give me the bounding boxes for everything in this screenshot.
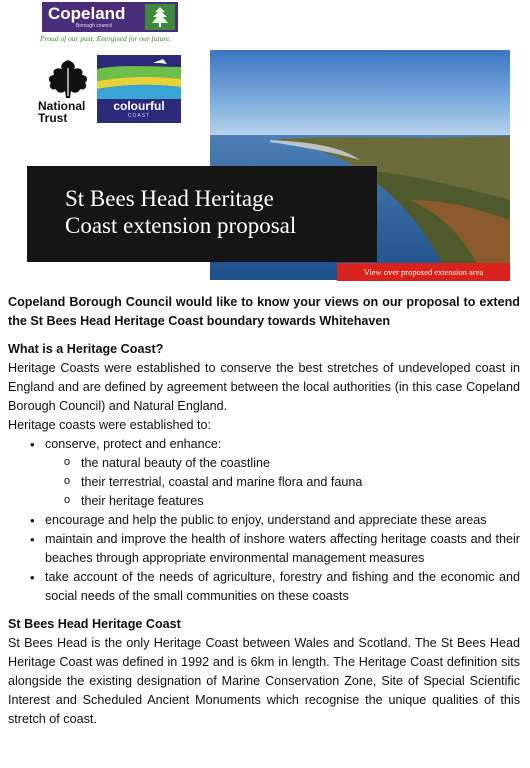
title-line2: Coast extension proposal (65, 213, 297, 238)
section1-paragraph-2: Heritage coasts were established to: (8, 418, 212, 432)
section1-paragraph-1: Heritage Coasts were established to conserve the best stretches of undeveloped coast in England and are defined by agreement between the local authorities (in this case Copeland Borough Council) and Natural England. (8, 361, 520, 413)
colourful-coast-logo (97, 55, 181, 123)
list-item (8, 435, 520, 511)
copeland-logo (42, 2, 178, 32)
colourful-coast-name: colourful (113, 99, 165, 113)
purpose-list (8, 435, 520, 606)
list-item: • maintain and improve the health of inshore waters affecting heritage coasts and their beaches through appropriate environmental management measures (8, 530, 520, 568)
copeland-crest-icon (145, 4, 175, 30)
list-item-text: conserve, protect and enhance: (45, 437, 222, 451)
list-item: • encourage and help the public to enjoy, understand and appreciate these areas (8, 511, 520, 530)
list-item: • take account of the needs of agriculture, forestry and fishing and the economic and social needs of the small communities on these coasts (8, 568, 520, 606)
intro-paragraph: Copeland Borough Council would like to know your views on our proposal to extend the St Bees Head Heritage Coast boundary towards Whitehaven (8, 295, 520, 328)
section2-paragraph: St Bees Head is the only Heritage Coast between Wales and Scotland. The St Bees Head Heritage Coast was defined in 1992 and is 6km in length. The Heritage Coast definition sits alongside the existing designation of Marine Conservation Zone, Site of Special Scientific Interest and Scheduled Ancient Monuments which recognise the unique qualities of this stretch of coast. (8, 636, 520, 726)
section-heading-heritage-coast: What is a Heritage Coast? (8, 342, 164, 356)
colourful-coast-emblem-icon (97, 55, 181, 99)
sub-list-item: o their heritage features (45, 492, 520, 511)
section-heading-st-bees: St Bees Head Heritage Coast (8, 617, 181, 631)
nt-line2: Trust (38, 111, 68, 125)
title-line1: St Bees Head Heritage (65, 186, 274, 211)
page-title (65, 185, 296, 239)
document-body (8, 293, 520, 729)
photo-caption: View over proposed extension area (337, 263, 510, 281)
colourful-coast-sub: COAST (127, 113, 151, 119)
copeland-tagline: Proud of our past. Energised for our future. (40, 34, 172, 43)
title-banner (27, 166, 377, 262)
sub-list-item: o their terrestrial, coastal and marine flora and fauna (45, 473, 520, 492)
national-trust-text (38, 100, 85, 124)
copeland-name: Copeland (48, 4, 126, 23)
sub-list-item: o the natural beauty of the coastline (45, 454, 520, 473)
sub-list (45, 454, 520, 511)
nt-line1: National (38, 99, 86, 113)
copeland-sub: Borough council (76, 23, 112, 29)
